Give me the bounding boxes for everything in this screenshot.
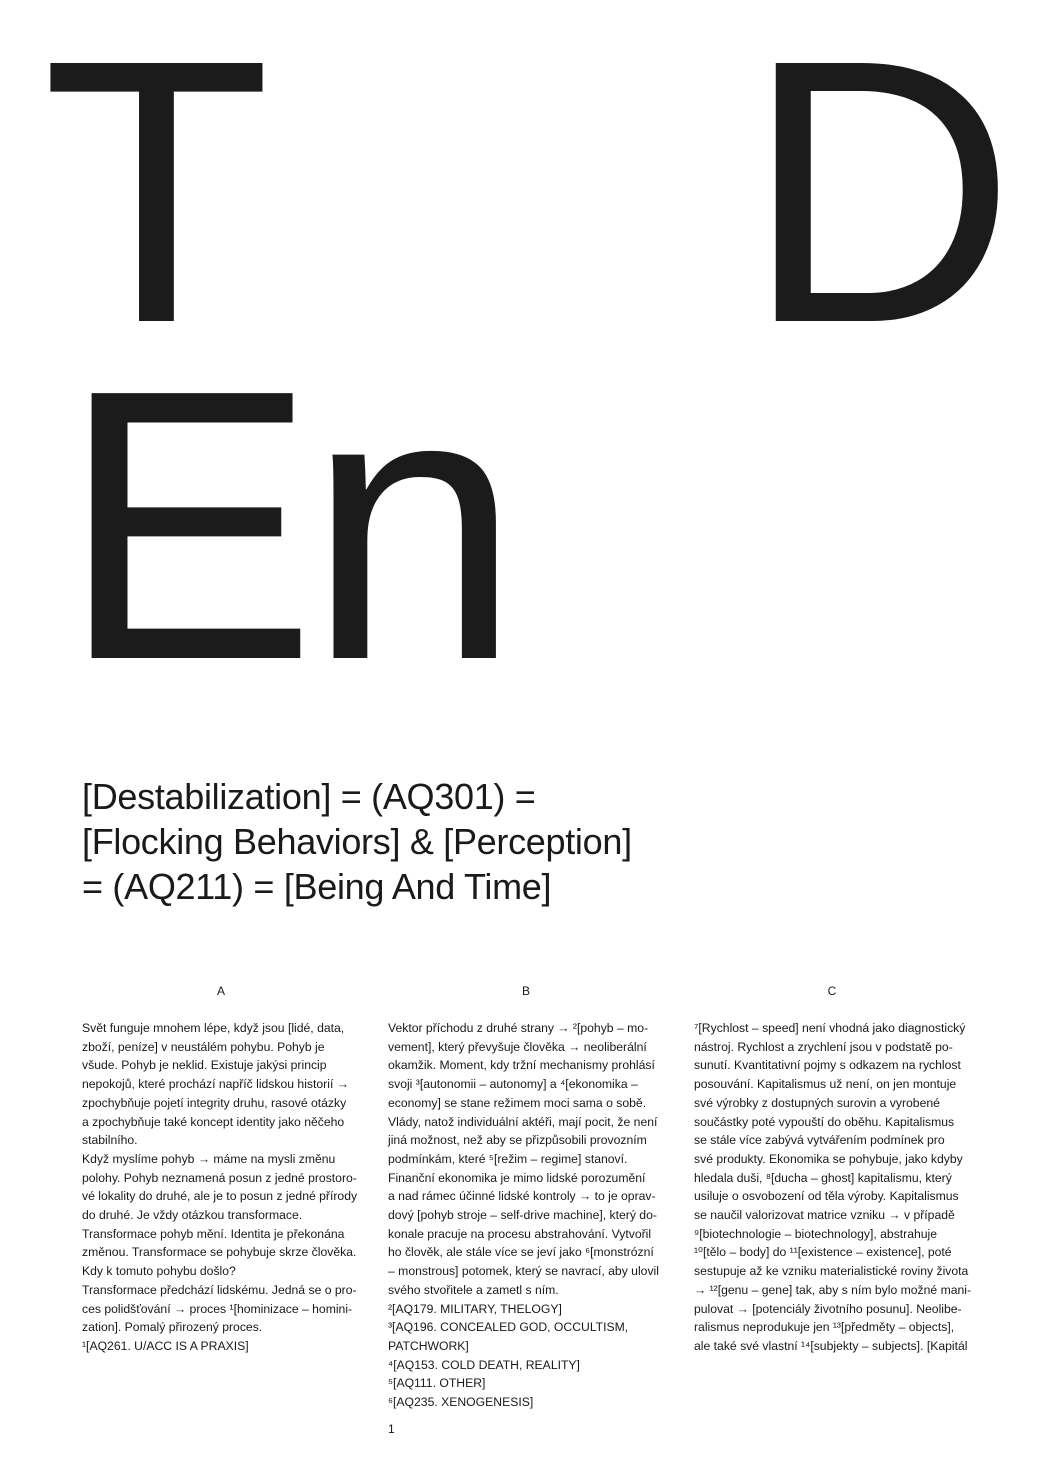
text-line: jiná možnost, než aby se přizpůsobili provozním [388,1133,647,1148]
text-line: Vektor příchodu z druhé strany → ²[pohyb – mo- [388,1021,649,1035]
text-line: změnou. Transformace se pohybuje skrze člověka. [82,1245,357,1260]
text-line: hledala duši, ⁸[ducha – ghost] kapitalismu, který [694,1170,952,1185]
column-a-heading: A [216,984,225,998]
text-line: Finanční ekonomika je mimo lidské porozumění [388,1170,646,1185]
column-c-text [694,1019,984,1356]
headline-line: [Destabilization] = (AQ301) = [82,776,536,817]
text-line: – monstrous] potomek, který se navrací, aby ulovil [388,1264,659,1279]
text-line: Transformace pohyb mění. Identita je překonána [82,1226,345,1241]
text-line: stabilního. [82,1133,138,1148]
text-line: sunutí. Kvantitativní pojmy s odkazem na rychlost [694,1058,961,1073]
column-c-heading: C [827,984,837,998]
column-a-text [82,1019,372,1356]
text-line: svého stvořitele a zametl s ním. [388,1282,559,1297]
text-line: ⁴[AQ153. COLD DEATH, REALITY] [388,1357,580,1372]
text-line: a nad rámec účinné lidské kontroly → to je oprav- [388,1189,656,1204]
text-line: ¹[AQ261. U/ACC IS A PRAXIS] [82,1338,249,1353]
text-line: nepokojů, které prochází napříč lidskou historií → [82,1077,349,1092]
column-b-heading: B [521,984,530,998]
display-word-en: En [60,309,511,740]
text-line: zation]. Pomalý přirozený proces. [82,1320,263,1335]
text-line: nástroj. Rychlost a zrychlení jsou v podstatě po- [694,1039,953,1054]
text-line: svoji ³[autonomii – autonomy] a ⁴[ekonomika – [388,1077,638,1092]
text-line: do druhé. Je vždy otázkou transformace. [82,1208,303,1223]
headline-line: [Flocking Behaviors] & [Perception] [82,821,632,862]
text-line: a zpochybňuje také koncept identity jako něčeho [82,1114,345,1129]
text-line: zboží, peníze] v neustálém pohybu. Pohyb je [82,1039,325,1054]
text-line: polohy. Pohyb neznamená posun z jedné prostoro- [82,1170,357,1185]
display-letter-t: T [42,0,266,401]
text-line: pulovat → [potenciály životního posunu]. Neolibe- [694,1301,962,1316]
display-letter-d: D [745,0,1016,401]
text-line: dový [pohyb stroje – self-drive machine], který do- [388,1208,657,1223]
text-line: se naučil valorizovat matrice vzniku → v případě [694,1208,955,1223]
text-line: Kdy k tomuto pohybu došlo? [82,1264,236,1279]
text-line: okamžik. Moment, kdy tržní mechanismy prohlásí [388,1058,655,1073]
text-line: podmínkám, které ⁵[režim – regime] stanoví. [388,1151,628,1166]
text-line: ralismus neprodukuje jen ¹³[předměty – objects], [694,1320,955,1335]
page-number: 1 [388,1422,395,1436]
text-line: ⁷[Rychlost – speed] není vhodná jako diagnostický [694,1021,966,1035]
text-line: ho člověk, ale stále více se jeví jako ⁶[monstrózní [388,1245,654,1260]
text-line: sestupuje až ke vzniku materialistické roviny života [694,1264,969,1279]
text-line: ⁵[AQ111. OTHER] [388,1376,486,1391]
text-line: konale pracuje na procesu abstrahování. Vytvořil [388,1226,652,1241]
text-line: součástky poté vypouští do oběhu. Kapitalismus [694,1114,955,1129]
text-line: ces polidšťování → proces ¹[hominizace – homini- [82,1301,353,1316]
text-line: posouvání. Kapitalismus už není, on jen montuje [694,1077,957,1092]
text-line: své výrobky z dostupných surovin a vyrobené [694,1095,940,1110]
text-line: ale také své vlastní ¹⁴[subjekty – subjects]. [Kapitál [694,1338,968,1353]
text-line: se stále více zabývá vytvářením podmínek pro [694,1133,945,1148]
text-line: vé lokality do druhé, ale je to posun z jedné přírody [82,1189,358,1204]
text-line: → ¹²[genu – gene] tak, aby s ním bylo možné mani- [694,1282,972,1297]
text-line: Transformace předchází lidskému. Jedná se o pro- [82,1282,357,1297]
text-line: zpochybňuje pojetí integrity druhu, rasové otázky [82,1095,347,1110]
text-line: usiluje o osvobození od těla výroby. Kapitalismus [694,1189,959,1204]
text-line: ¹⁰[tělo – body] do ¹¹[existence – existence], poté [694,1245,952,1260]
text-line: Když myslíme pohyb → máme na mysli změnu [82,1151,336,1166]
text-line: Vlády, natož individuální aktéři, mají pocit, že není [388,1114,658,1129]
text-line: ⁶[AQ235. XENOGENESIS] [388,1395,534,1410]
text-line: ³[AQ196. CONCEALED GOD, OCCULTISM, [388,1320,629,1335]
text-line: ⁹[biotechnologie – biotechnology], abstrahuje [694,1226,938,1241]
text-line: ²[AQ179. MILITARY, THELOGY] [388,1301,562,1316]
text-line: PATCHWORK] [388,1338,469,1353]
text-line: Svět funguje mnohem lépe, když jsou [lidé, data, [82,1021,345,1035]
text-line: vement], který převyšuje člověka → neoliberální [388,1039,647,1054]
headline [82,774,722,909]
text-line: všude. Pohyb je neklid. Existuje jakýsi princip [82,1058,327,1073]
text-line: své produkty. Ekonomika se pohybuje, jako kdyby [694,1151,963,1166]
text-line: economy] se stane režimem moci sama o sobě. [388,1095,647,1110]
column-b-text [388,1019,678,1412]
headline-line: = (AQ211) = [Being And Time] [82,866,552,907]
